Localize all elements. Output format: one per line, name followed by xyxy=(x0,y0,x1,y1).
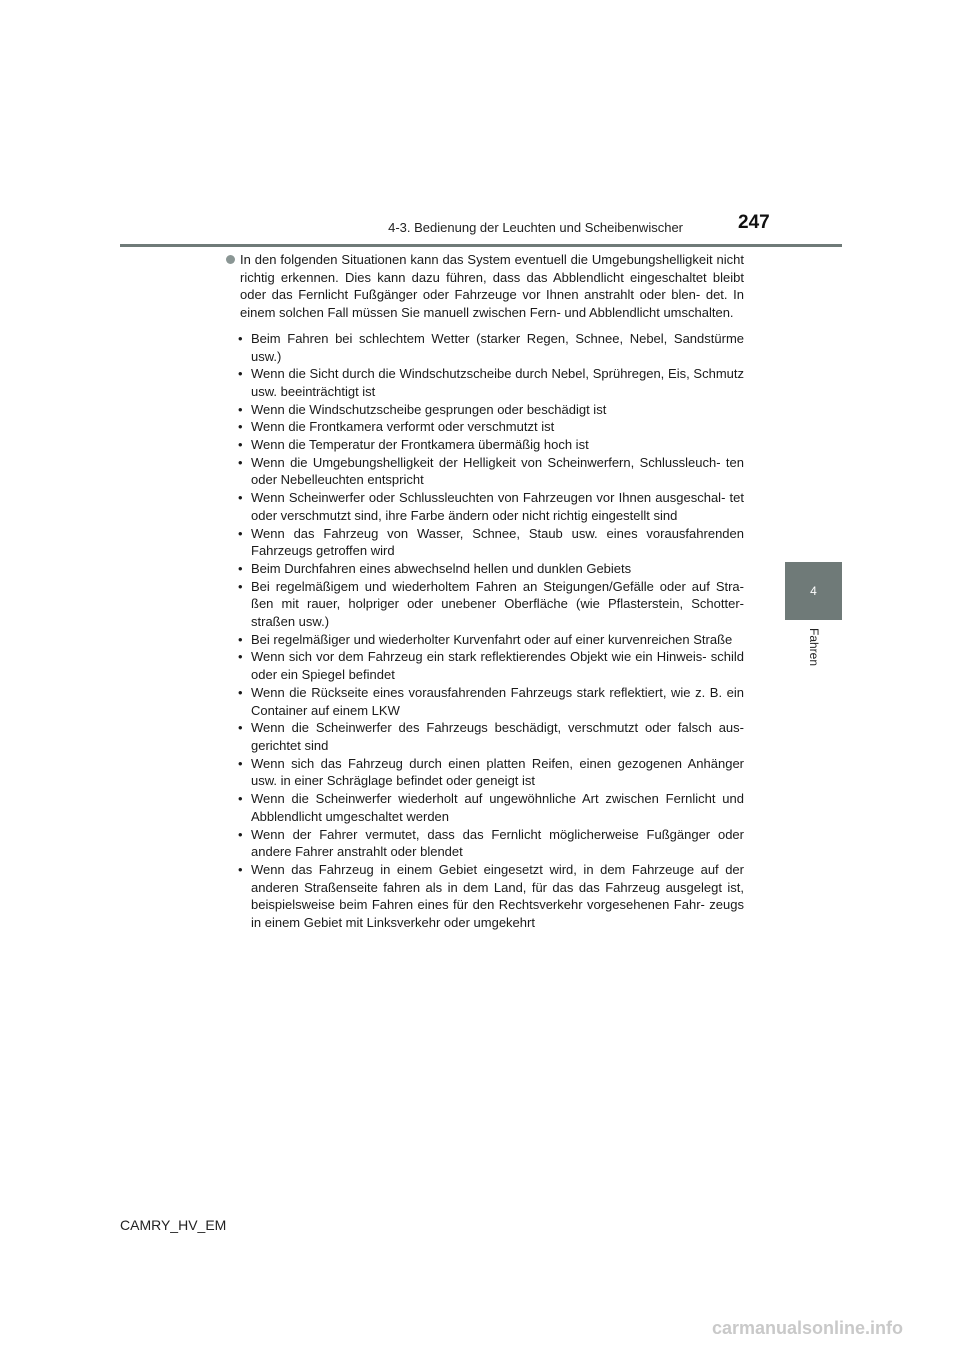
bullet-dot-icon: • xyxy=(238,419,243,435)
footer-code: CAMRY_HV_EM xyxy=(120,1217,227,1233)
list-item-text: Wenn die Temperatur der Frontkamera übermäßig hoch ist xyxy=(251,437,589,453)
list-item-text: Wenn sich vor dem Fahrzeug ein stark reflektierendes Objekt wie ein Hinweis- schild oder ein Spiegel befindet xyxy=(251,649,744,683)
bullet-dot-icon: • xyxy=(238,861,243,877)
list-item xyxy=(226,525,744,560)
list-item-text: Wenn sich das Fahrzeug durch einen platten Reifen, einen gezogenen Anhänger usw. in einer Schräglage befindet oder geneigt ist xyxy=(251,755,744,789)
bullet-dot-icon: • xyxy=(238,649,243,665)
bullet-dot-icon: • xyxy=(238,755,243,771)
bullet-dot-icon: • xyxy=(238,366,243,382)
list-item xyxy=(226,418,744,436)
list-item-text: Bei regelmäßigem und wiederholtem Fahren an Steigungen/Gefälle oder auf Stra- ßen mit rauer, holpriger oder unebener Oberfläche (wie Pflasterstein, Schotter- straßen usw.) xyxy=(251,578,744,630)
list-item xyxy=(226,648,744,683)
list-item xyxy=(226,684,744,719)
list-item-text: Wenn die Windschutzscheibe gesprungen oder beschädigt ist xyxy=(251,401,607,417)
intro-text: In den folgenden Situationen kann das System eventuell die Umgebungshelligkeit nicht richtig erkennen. Dies kann dazu führen, dass das Abblendlicht eingeschaltet bleibt oder das Fernlicht Fußgänger oder Fahrzeuge vor Ihnen anstrahlt oder blen- det. In einem solchen Fall müssen Sie manuell zwischen Fern- und Abblendlicht umschalten. xyxy=(240,252,744,321)
list-item-text: Beim Durchfahren eines abwechselnd hellen und dunklen Gebiets xyxy=(251,560,632,576)
bullet-dot-icon: • xyxy=(238,401,243,417)
watermark: carmanualsonline.info xyxy=(712,1318,904,1338)
list-item xyxy=(226,861,744,932)
bullet-dot-icon: • xyxy=(238,490,243,506)
header-title: 4-3. Bedienung der Leuchten und Scheibenwischer xyxy=(388,220,683,235)
list-item-text: Wenn die Umgebungshelligkeit der Helligkeit von Scheinwerfern, Schlussleuch- ten oder Nebelleuchten entspricht xyxy=(251,454,744,488)
bullet-dot-icon: • xyxy=(238,791,243,807)
main-content xyxy=(226,251,744,932)
bullet-dot-icon: • xyxy=(238,631,243,647)
list-item xyxy=(226,755,744,790)
list-item-text: Wenn die Sicht durch die Windschutzscheibe durch Nebel, Sprühregen, Eis, Schmutz usw. beeinträchtigt ist xyxy=(251,366,744,399)
list-item-text: Wenn die Rückseite eines vorausfahrenden Fahrzeugs stark reflektiert, wie z. B. ein Container auf einem LKW xyxy=(251,684,744,718)
chapter-tab xyxy=(785,562,842,620)
list-item xyxy=(226,436,744,454)
bullet-dot-icon: • xyxy=(238,720,243,736)
list-item-text: Wenn der Fahrer vermutet, dass das Fernlicht möglicherweise Fußgänger oder andere Fahrer anstrahlt oder blendet xyxy=(251,826,744,860)
list-item-text: Beim Fahren bei schlechtem Wetter (starker Regen, Schnee, Nebel, Sandstürme usw.) xyxy=(251,330,744,364)
chapter-number: 4 xyxy=(810,584,817,598)
list-item xyxy=(226,560,744,578)
list-item xyxy=(226,719,744,754)
chapter-label: Fahren xyxy=(807,628,821,667)
circle-bullet-icon xyxy=(226,255,235,264)
list-item-text: Wenn das Fahrzeug von Wasser, Schnee, Staub usw. eines vorausfahrenden Fahrzeugs getroffen wird xyxy=(251,525,744,559)
header-rule xyxy=(120,244,842,247)
bullet-dot-icon: • xyxy=(238,330,243,346)
page-number: 247 xyxy=(738,212,770,233)
bullet-dot-icon: • xyxy=(238,454,243,470)
bullet-dot-icon: • xyxy=(238,525,243,541)
list-item xyxy=(226,330,744,365)
bullet-dot-icon: • xyxy=(238,560,243,576)
bullet-dot-icon: • xyxy=(238,684,243,700)
condition-list xyxy=(226,330,744,932)
list-item xyxy=(226,454,744,489)
list-item-text: Wenn die Frontkamera verformt oder verschmutzt ist xyxy=(251,419,555,435)
intro-paragraph xyxy=(226,251,744,322)
bullet-dot-icon: • xyxy=(238,578,243,594)
list-item-text: Wenn die Scheinwerfer des Fahrzeugs beschädigt, verschmutzt oder falsch aus- gerichtet sind xyxy=(251,720,744,753)
list-item-text: Wenn die Scheinwerfer wiederholt auf ungewöhnliche Art zwischen Fernlicht und Abblendlicht umgeschaltet werden xyxy=(251,791,744,824)
list-item xyxy=(226,489,744,524)
list-item-text: Wenn Scheinwerfer oder Schlussleuchten von Fahrzeugen vor Ihnen ausgeschal- tet oder verschmutzt sind, ihre Farbe ändern oder nicht richtig eingestellt sind xyxy=(251,490,744,523)
list-item-text: Bei regelmäßiger und wiederholter Kurvenfahrt oder auf einer kurvenreichen Straße xyxy=(251,631,733,647)
list-item xyxy=(226,826,744,861)
list-item xyxy=(226,401,744,419)
bullet-dot-icon: • xyxy=(238,437,243,453)
list-item xyxy=(226,365,744,400)
list-item xyxy=(226,790,744,825)
list-item xyxy=(226,631,744,649)
list-item-text: Wenn das Fahrzeug in einem Gebiet eingesetzt wird, in dem Fahrzeuge auf der anderen Straßenseite fahren als in dem Land, für das das Fahrzeug ausgelegt ist, beispielsweise beim Fahren eines für den Rechtsverkehr vorgesehenen Fahr- zeugs in einem Gebiet mit Linksverkehr oder umgekehrt xyxy=(251,861,744,931)
bullet-dot-icon: • xyxy=(238,826,243,842)
list-item xyxy=(226,578,744,631)
